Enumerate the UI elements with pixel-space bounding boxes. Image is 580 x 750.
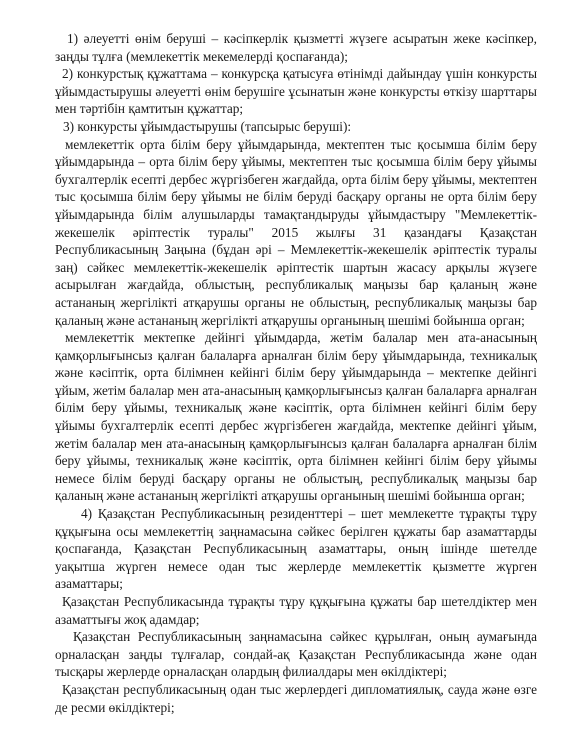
document-page [55, 30, 537, 716]
paragraph-state-preschool: мемлекеттік мектепке дейінгі ұйымдарда, жетім балалар мен ата-анасының қамқорлығынсыз қалған балаларға арналған білім беру ұйымдарында, техникалық және кәсіптік, орта білімнен кейінгі білім беру ұйымдарында – мектепке дейінгі ұйым, жетім балалар мен ата-анасының қамқорлығынсыз қалған балаларға арналған білім беру ұйымы, техникалық және кәсіптік, орта білімнен кейінгі білім беру ұйымы бухгалтерлік есепті дербес жүргізбеген жағдайда, мектепке дейінгі ұйым, жетім балалар мен ата-анасының қамқорлығынсыз қалған балаларға арналған білім беру ұйымы, техникалық және кәсіптік, орта білімнен кейінгі білім беру ұйымы немесе білім беруді басқару органы не облыстың, республикалық маңызы бар қаланың және астананың жергілікті атқарушы органының шешімі бойынша орган; [55, 330, 537, 504]
paragraph-definition-3: 3) конкурсты ұйымдастырушы (тапсырыс беруші): [63, 118, 352, 134]
paragraph-legal-entities: Қазақстан Республикасының заңнамасына сәйкес құрылған, оның аумағында орналасқан заңды тұлғалар, сондай-ақ Қазақстан Республикасында және одан тысқары жерлерде орналасқан олардың филиалдары мен өкілдіктері; [55, 629, 537, 680]
paragraph-state-secondary: мемлекеттік орта білім беру ұйымдарында, мектептен тыс қосымша білім беру ұйымдарында – орта білім беру ұйымы, мектептен тыс қосымша білім беру ұйымы бухгалтерлік есепті дербес жүргізбеген жағдайда, орта білім беру ұйымы, мектептен тыс қосымша білім беру ұйымы не білім беруді басқару органы не орта білім беру ұйымдарында білім алушыларды тамақтандыруды ұйымдастыру "Мемлекеттік-жекешелік әріптестік туралы" 2015 жылғы 31 қазандағы Қазақстан Республикасының Заңына (бұдан әрі – Мемлекеттік-жекешелік әріптестік туралы заң) сәйкес мемлекеттік-жекешелік әріптестік шартын жасасу арқылы жүзеге асырылған жағдайда, облыстың, республикалық маңызы бар қаланың және астананың жергілікті атқарушы органы не облыстың, республикалық маңызы бар қаланың және астананың жергілікті атқарушы органының шешімі бойынша орган; [55, 136, 537, 328]
paragraph-definition-1: 1) әлеуетті өнім беруші – кәсіпкерлік қызметті жүзеге асыратын жеке кәсіпкер, заңды тұлға (мемлекеттік мекемелерді қоспағанда); [55, 31, 537, 64]
paragraph-foreigners: Қазақстан Республикасында тұрақты тұру құқығына құжаты бар шетелдіктер мен азаматтығы жоқ адамдар; [55, 594, 537, 627]
paragraph-diplomatic: Қазақстан республикасының одан тыс жерлердегі дипломатиялық, сауда және өзге де ресми өкілдіктері; [55, 681, 537, 715]
paragraph-definition-4: 4) Қазақстан Республикасының резиденттері – шет мемлекетте тұрақты тұру құқығына осы мемлекеттің заңнамасына сәйкес берілген құжаты бар азаматтарды қоспағанда, Қазақстан Республикасының азаматтары, оның ішінде шетелде уақытша жүрген немесе одан тыс жерлерде мемлекеттік қызметте жүрген азаматтары; [55, 506, 537, 592]
paragraph-definition-2: 2) конкурстық құжаттама – конкурсқа қатысуға өтінімді дайындау үшін конкурсты ұйымдастырушы әлеуетті өнім берушіге ұсынатын және конкурсты өткізу шарттары мен тәртібін қамтитын құжаттар; [55, 66, 537, 117]
